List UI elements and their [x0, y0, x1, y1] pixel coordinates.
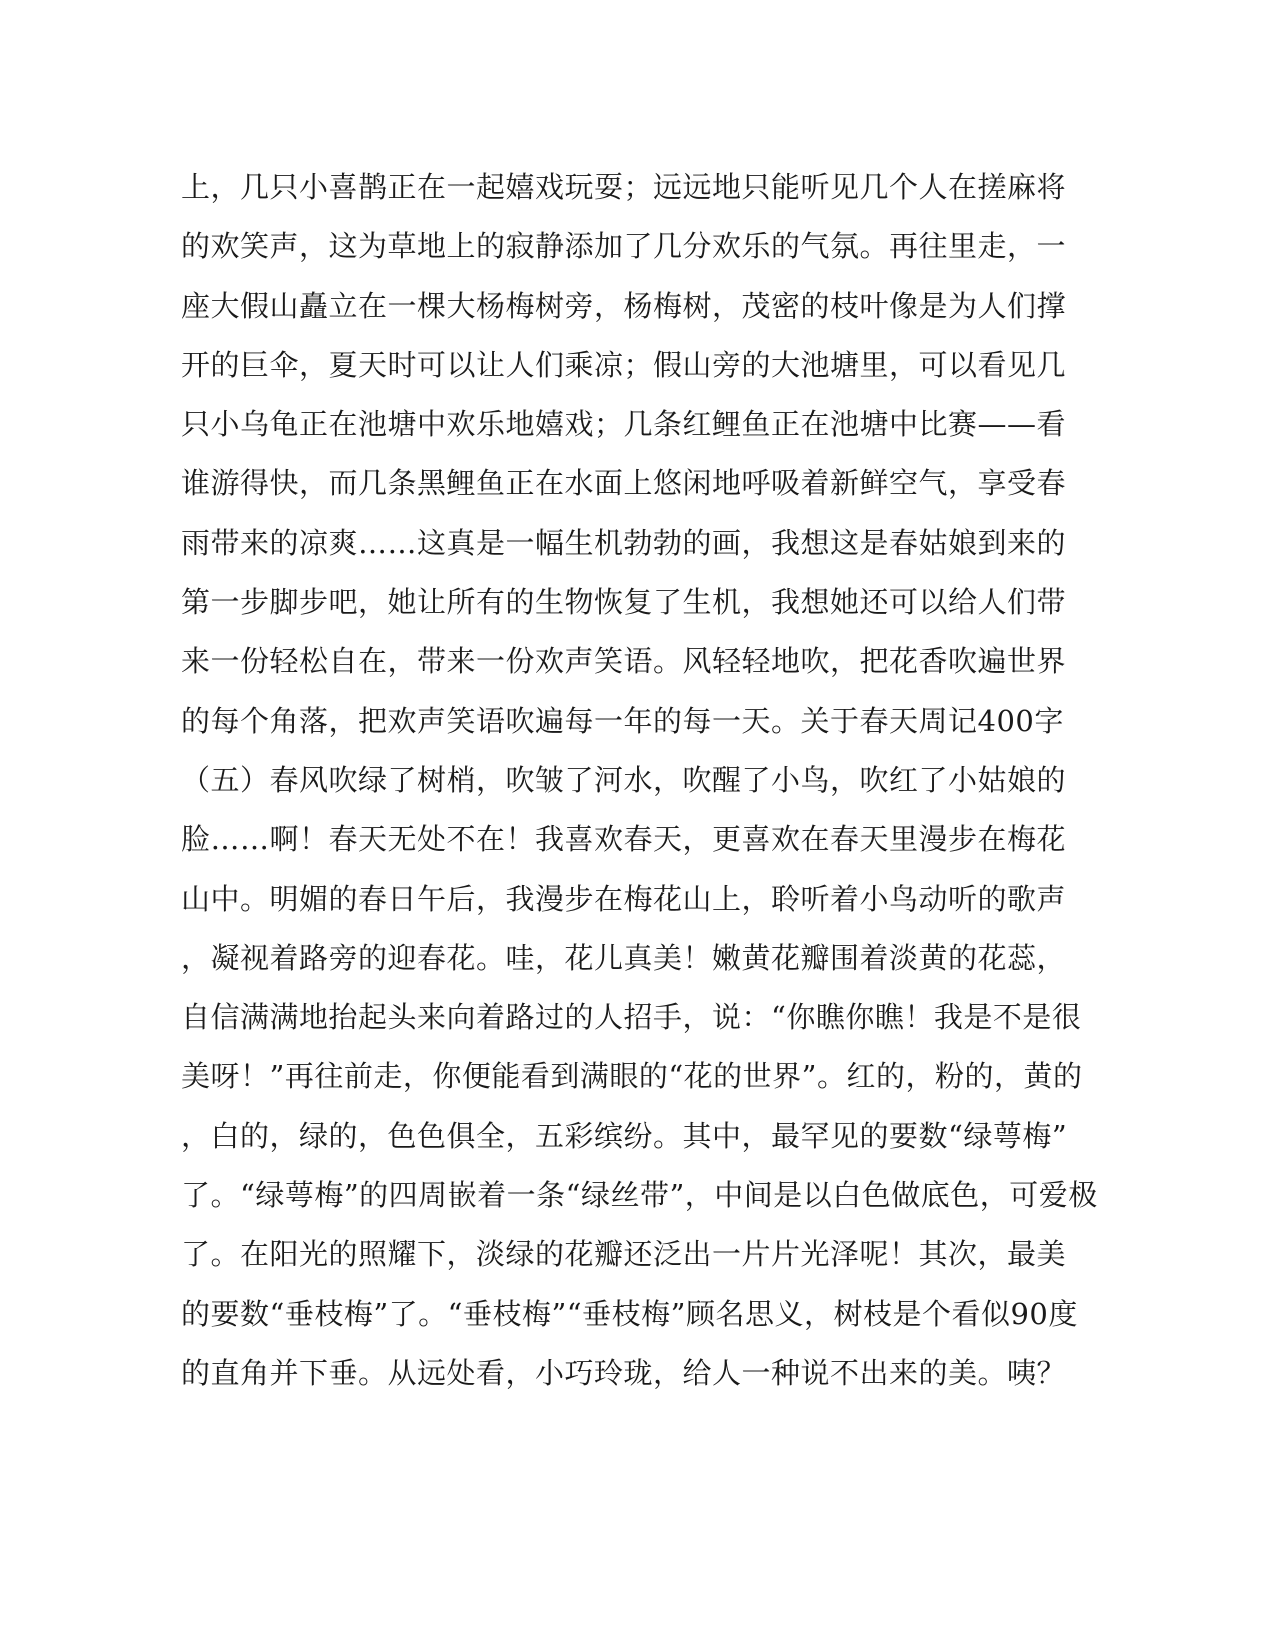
text-line: （五）春风吹绿了树梢，吹皱了河水，吹醒了小鸟，吹红了小姑娘的	[181, 762, 1067, 797]
text-line: 雨带来的凉爽……这真是一幅生机勃勃的画，我想这是春姑娘到来的	[181, 525, 1067, 560]
text-line: 来一份轻松自在，带来一份欢声笑语。风轻轻地吹，把花香吹遍世界	[181, 644, 1067, 679]
text-line: 只小乌龟正在池塘中欢乐地嬉戏；几条红鲤鱼正在池塘中比赛——看	[181, 407, 1067, 442]
text-line: 的直角并下垂。从远处看，小巧玲珑，给人一种说不出来的美。咦？	[181, 1355, 1067, 1390]
text-line: 的欢笑声，这为草地上的寂静添加了几分欢乐的气氛。再往里走，一	[181, 229, 1067, 264]
text-line: 的要数“垂枝梅”了。“垂枝梅”“垂枝梅”顾名思义，树枝是个看似90度	[181, 1296, 1078, 1331]
text-line: 自信满满地抬起头来向着路过的人招手，说：“你瞧你瞧！我是不是很	[181, 1000, 1082, 1035]
text-line: 了。“绿萼梅”的四周嵌着一条“绿丝带”，中间是以白色做底色，可爱极	[181, 1178, 1098, 1213]
text-line: 第一步脚步吧，她让所有的生物恢复了生机，我想她还可以给人们带	[181, 585, 1067, 620]
text-line: 谁游得快，而几条黑鲤鱼正在水面上悠闲地呼吸着新鲜空气，享受春	[181, 466, 1067, 501]
text-line: 上，几只小喜鹊正在一起嬉戏玩耍；远远地只能听见几个人在搓麻将	[181, 170, 1067, 204]
text-line: 山中。明媚的春日午后，我漫步在梅花山上，聆听着小鸟动听的歌声	[181, 881, 1067, 916]
body-text	[181, 158, 1098, 1403]
text-line: 座大假山矗立在一棵大杨梅树旁，杨梅树，茂密的枝叶像是为人们撑	[181, 288, 1067, 323]
text-line: 开的巨伞，夏天时可以让人们乘凉；假山旁的大池塘里，可以看见几	[181, 347, 1067, 382]
text-line: 脸……啊！春天无处不在！我喜欢春天，更喜欢在春天里漫步在梅花	[181, 822, 1067, 857]
text-line: 了。在阳光的照耀下，淡绿的花瓣还泛出一片片光泽呢！其次，最美	[181, 1237, 1067, 1272]
text-line: ，白的，绿的，色色俱全，五彩缤纷。其中，最罕见的要数“绿萼梅”	[181, 1118, 1068, 1153]
text-line: 美呀！”再往前走，你便能看到满眼的“花的世界”。红的，粉的，黄的	[181, 1059, 1083, 1094]
text-line: ，凝视着路旁的迎春花。哇，花儿真美！嫩黄花瓣围着淡黄的花蕊，	[181, 940, 1067, 975]
text-line: 的每个角落，把欢声笑语吹遍每一年的每一天。关于春天周记400字	[181, 703, 1064, 738]
